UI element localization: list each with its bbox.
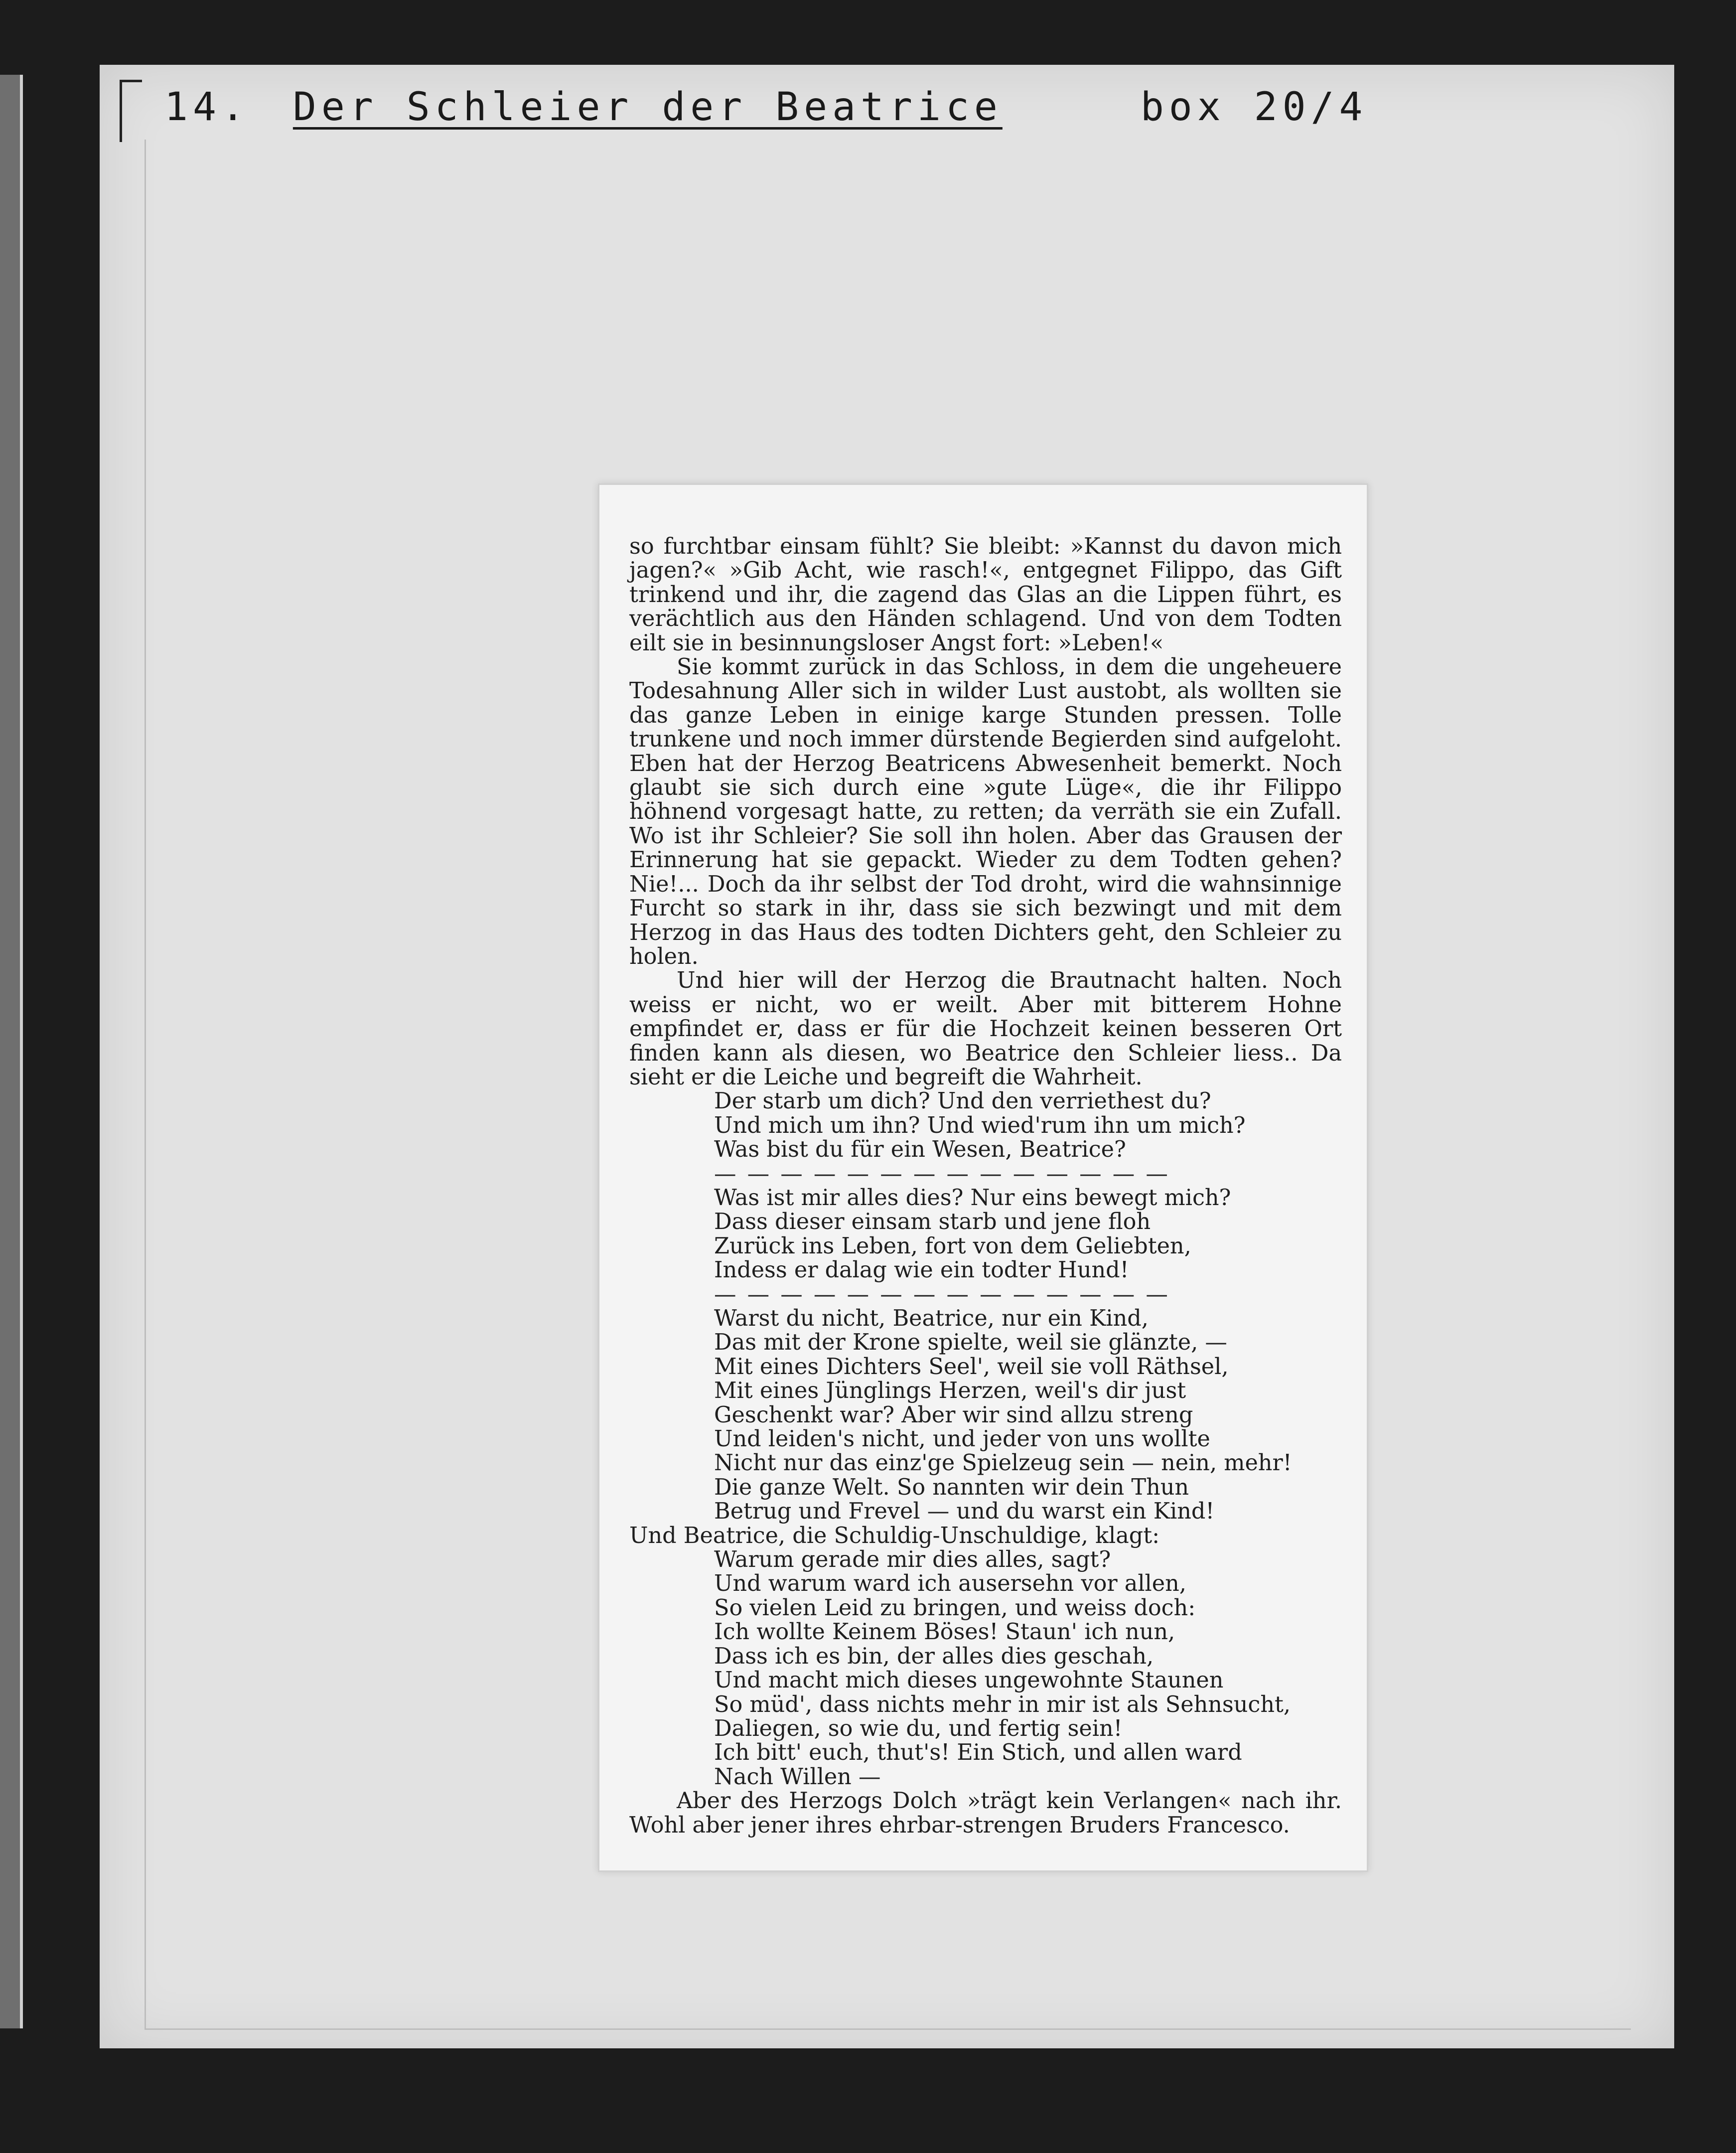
archive-sheet — [100, 65, 1674, 2048]
verse-line: Und warum ward ich ausersehn vor allen, — [714, 1571, 1186, 1597]
header-title: Der Schleier der Beatrice — [292, 85, 1003, 130]
corner-mark — [120, 80, 142, 142]
paragraph-1: so furchtbar einsam fühlt? Sie bleibt: »Kannst du davon mich jagen?« »Gib Acht, wie rasch!«, entgegnet Filippo, das Gift trinkend und ihr, die zagend das Glas an die Lippen führt, es verächtlich aus den Händen schlagend. Und von dem Todten eilt sie in besinnungsloser Angst fort: »Leben!« — [629, 534, 1342, 656]
article-text — [629, 535, 1342, 1838]
typed-header — [164, 85, 1368, 130]
verse-block-4 — [714, 1548, 1342, 1789]
verse-block-3 — [714, 1307, 1342, 1524]
verse-line: Und leiden's nicht, und jeder von uns wollte — [714, 1426, 1210, 1452]
verse-line: Warst du nicht, Beatrice, nur ein Kind, — [714, 1306, 1149, 1331]
verse-line: Was bist du für ein Wesen, Beatrice? — [714, 1137, 1126, 1163]
verse-line: Was ist mir alles dies? Nur eins bewegt mich? — [714, 1185, 1231, 1211]
verse-line: Betrug und Frevel — und du warst ein Kind! — [714, 1499, 1215, 1525]
verse-line: Ich wollte Keinem Böses! Staun' ich nun, — [714, 1619, 1175, 1645]
verse-line: Und mich um ihn? Und wied'rum ihn um mich? — [714, 1112, 1246, 1138]
verse-line: Der starb um dich? Und den verriethest du? — [714, 1088, 1211, 1114]
verse-line: Und macht mich dieses ungewohnte Staunen — [714, 1668, 1224, 1693]
verse-line: Ich bitt' euch, thut's! Ein Stich, und allen ward — [714, 1740, 1242, 1766]
paragraph-final: Aber des Herzogs Dolch »trägt kein Verlangen« nach ihr. Wohl aber jener ihres ehrbar-strengen Bruders Francesco. — [629, 1788, 1342, 1838]
paragraph-4-intro: Und Beatrice, die Schuldig-Unschuldige, klagt: — [629, 1523, 1160, 1548]
verse-line: Warum gerade mir dies alles, sagt? — [714, 1547, 1111, 1573]
verse-line: Mit eines Dichters Seel', weil sie voll Räthsel, — [714, 1354, 1229, 1380]
verse-line: Mit eines Jünglings Herzen, weil's dir just — [714, 1378, 1186, 1404]
header-box-ref: box 20/4 — [1140, 85, 1368, 130]
verse-line: So müd', dass nichts mehr in mir ist als Sehnsucht, — [714, 1692, 1291, 1717]
paragraph-3: Und hier will der Herzog die Brautnacht halten. Noch weiss er nicht, wo er weilt. Aber mit bitterem Hohne empfindet er, dass er für die Hochzeit keinen besseren Ort finden kann als diesen, wo Beatrice den Schleier liess.. Da sieht er die Leiche und begreift die Wahrheit. — [629, 968, 1342, 1090]
header-number: 14. — [164, 85, 250, 130]
adjacent-sheet-edge — [0, 75, 23, 2028]
verse-line: Nach Willen — — [714, 1764, 881, 1790]
verse-line: Geschenkt war? Aber wir sind allzu streng — [714, 1402, 1193, 1428]
dash-separator: — — — — — — — — — — — — — — — [714, 1161, 1170, 1187]
verse-line: So vielen Leid zu bringen, und weiss doch: — [714, 1595, 1196, 1621]
verse-line: Daliegen, so wie du, und fertig sein! — [714, 1715, 1123, 1741]
verse-block-2 — [714, 1186, 1342, 1307]
paragraph-2: Sie kommt zurück in das Schloss, in dem die ungeheuere Todesahnung Aller sich in wilder Lust austobt, als wollten sie das ganze Leben in einige karge Stunden pressen. Tolle trunkene und noch immer dürstende Begierden sind aufgeloht. Eben hat der Herzog Beatricens Abwesenheit bemerkt. Noch glaubt sie sich durch eine »gute Lüge«, die ihr Filippo höhnend vorgesagt hatte, zu retten; da verräth sie ein Zufall. Wo ist ihr Schleier? Sie soll ihn holen. Aber das Grausen der Erinnerung hat sie gepackt. Wieder zu dem Todten gehen? Nie!... Doch da ihr selbst der Tod droht, wird die wahnsinnige Furcht so stark in ihr, dass sie sich bezwingt und mit dem Herzog in das Haus des todten Dichters geht, den Schleier zu holen. — [629, 654, 1342, 969]
verse-line: Zurück ins Leben, fort von dem Geliebten, — [714, 1233, 1191, 1259]
verse-line: Das mit der Krone spielte, weil sie glänzte, — — [714, 1330, 1227, 1356]
dash-separator: — — — — — — — — — — — — — — — [714, 1281, 1170, 1307]
verse-line: Indess er dalag wie ein todter Hund! — [714, 1257, 1129, 1283]
verse-block-1 — [714, 1089, 1342, 1186]
verse-line: Dass ich es bin, der alles dies geschah, — [714, 1643, 1154, 1669]
verse-line: Dass dieser einsam starb und jene floh — [714, 1209, 1151, 1235]
newspaper-clipping — [598, 483, 1368, 1872]
verse-line: Die ganze Welt. So nannten wir dein Thun — [714, 1474, 1189, 1500]
verse-line: Nicht nur das einz'ge Spielzeug sein — nein, mehr! — [714, 1450, 1292, 1476]
